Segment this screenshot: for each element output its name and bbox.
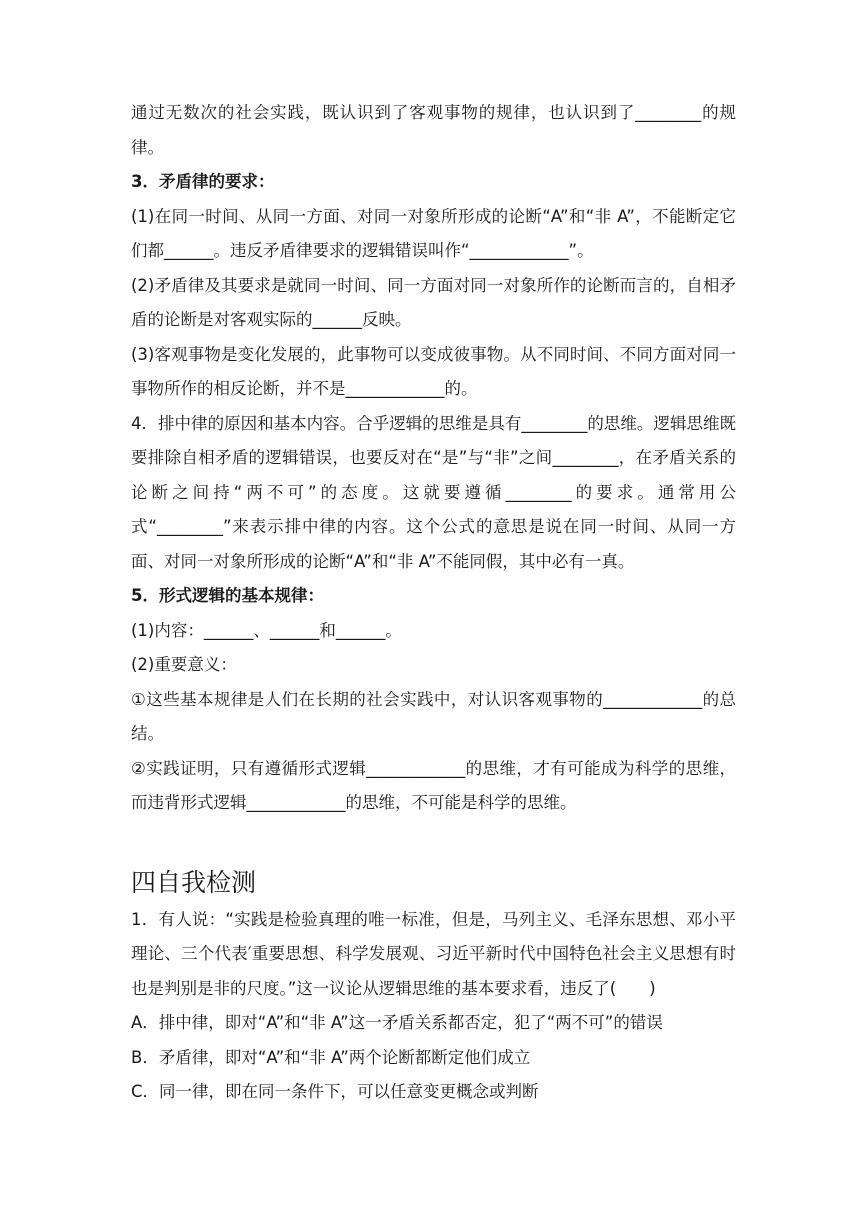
item-5-significance-label: (2)重要意义： bbox=[131, 655, 237, 674]
item-3-sub-1: (1)在同一时间、从同一方面、对同一对象所形成的论断“A”和“非 A”，不能断定它们都______。违反矛盾律要求的逻辑错误叫作“____________”。 bbox=[131, 206, 736, 260]
question-1-option-b: B．矛盾律，即对“A”和“非 A”两个论断都断定他们成立 bbox=[131, 1047, 531, 1067]
item-5-content: (1)内容：______、______和______。 bbox=[131, 620, 402, 640]
item-5-significance-1: ①这些基本规律是人们在长期的社会实践中，对认识客观事物的____________的总结。 bbox=[131, 689, 736, 743]
paragraph-continuation: 通过无数次的社会实践，既认识到了客观事物的规律，也认识到了________的规律。 bbox=[131, 103, 736, 157]
section-title: 四自我检测 bbox=[131, 867, 257, 897]
item-3-heading: 3．矛盾律的要求： bbox=[131, 172, 275, 191]
item-5-significance-2: ②实践证明，只有遵循形式逻辑____________的思维，才有可能成为科学的思维，而违背形式逻辑____________的思维，不可能是科学的思维。 bbox=[131, 758, 736, 812]
item-5-heading: 5．形式逻辑的基本规律： bbox=[131, 586, 324, 605]
item-4-paragraph: 4．排中律的原因和基本内容。合乎逻辑的思维是具有________的思维。逻辑思维既要排除自相矛盾的逻辑错误，也要反对在“是”与“非”之间________，在矛盾关系的论断之间持“两不可”的态度。这就要遵循________的要求。通常用公式“________”来表示排中律的内容。这个公式的意思是说在同一时间、从同一方面、对同一对象所形成的论断“A”和“非 A”不能同假，其中必有一真。 bbox=[131, 413, 736, 571]
document-page bbox=[131, 96, 736, 1110]
question-1-option-c: C．同一律，即在同一条件下，可以任意变更概念或判断 bbox=[131, 1082, 539, 1101]
item-3-sub-3: (3)客观事物是变化发展的，此事物可以变成彼事物。从不同时间、不同方面对同一事物所作的相反论断，并不是____________的。 bbox=[131, 344, 736, 398]
section-spacer bbox=[131, 821, 736, 863]
question-1-stem: 1．有人说：“实践是检验真理的唯一标准，但是，马列主义、毛泽东思想、邓小平理论、三个代表′重要思想、科学发展观、习近平新时代中国特色社会主义思想有时也是判别是非的尺度。”这一议论从逻辑思维的基本要求看，违反了( ) bbox=[131, 909, 736, 998]
question-1-option-a: A．排中律，即对“A”和“非 A”这一矛盾关系都否定，犯了“两不可”的错误 bbox=[131, 1013, 663, 1032]
item-3-sub-2: (2)矛盾律及其要求是就同一时间、同一方面对同一对象所作的论断而言的，自相矛盾的论断是对客观实际的______反映。 bbox=[131, 275, 736, 329]
